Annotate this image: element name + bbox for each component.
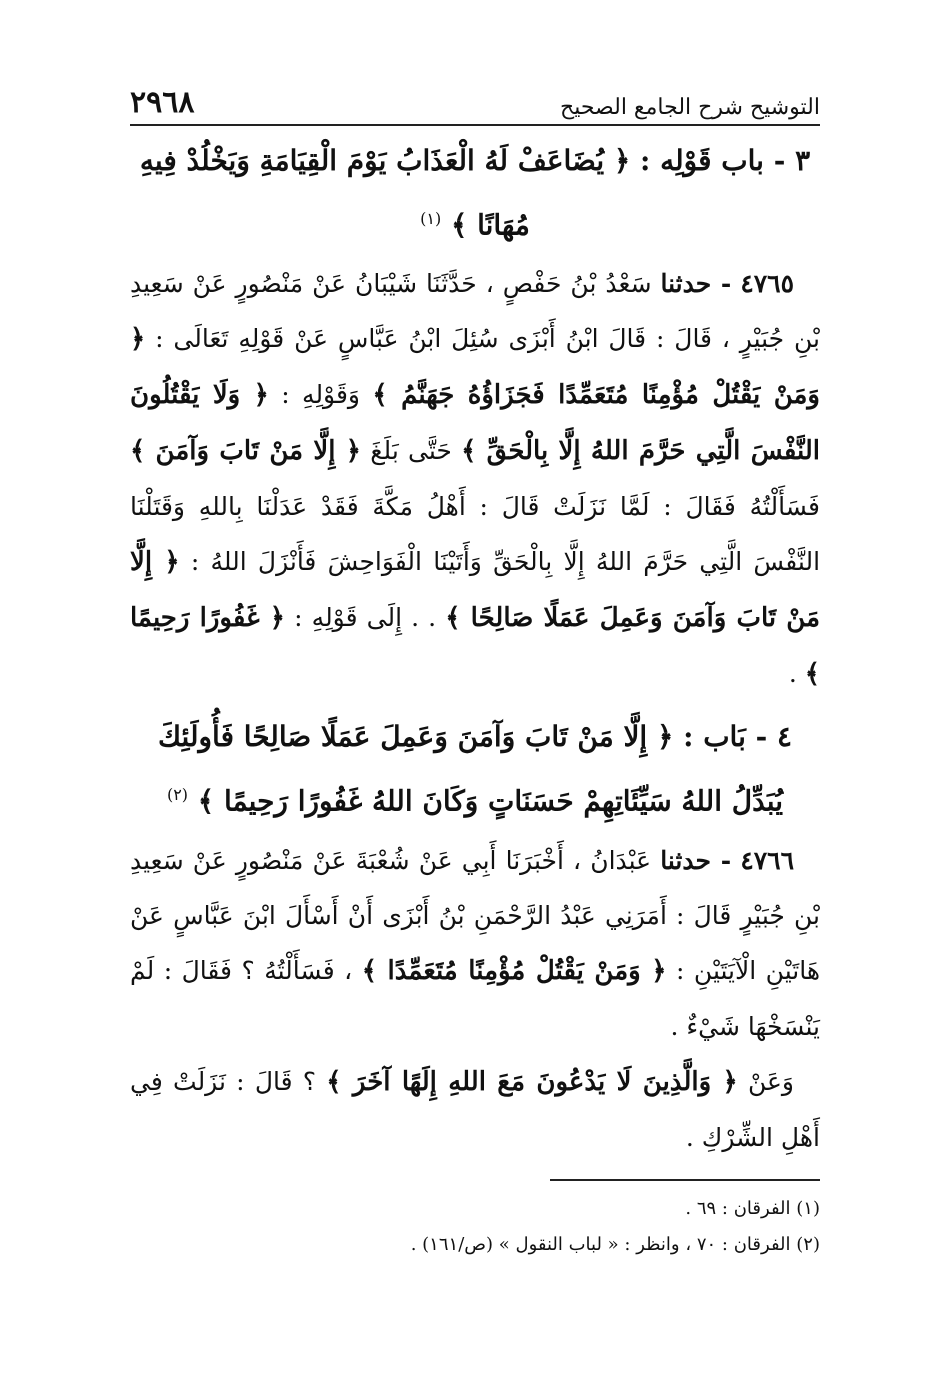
page-header	[130, 80, 820, 126]
hadith-4765	[130, 256, 820, 702]
quran-verse: ﴿ إِلَّا مَنْ تَابَ وَآمَنَ ﴾	[130, 436, 361, 467]
hadith-lead: - حدثنا	[660, 845, 732, 875]
hadith-text: عَبْدَانُ ، أَخْبَرَنَا أَبِي عَنْ شُعْبَةَ عَنْ مَنْصُورٍ عَنْ سَعِيدِ بْنِ جُبَيْرٍ قَالَ : أَمَرَنِي عَبْدُ الرَّحْمَنِ بْنُ أَبْزَى أَنْ أَسْأَلَ ابْنَ عَبَّاسٍ عَنْ هَاتَيْنِ الْآيَتَيْنِ :	[130, 845, 820, 985]
paragraph-3	[130, 1054, 820, 1165]
hadith-4766	[130, 833, 820, 1054]
hadith-text: ، فَسَأَلْتُهُ ؟ فَقَالَ : لَمْ يَنْسَخْهَا شَيْءٌ .	[130, 955, 820, 1041]
footnotes	[130, 1191, 820, 1263]
hadith-text: فَسَأَلْتُهُ فَقَالَ : لَمَّا نَزَلَتْ قَالَ : أَهْلُ مَكَّةَ فَقَدْ عَدَلْنَا بِاللهِ وَقَتَلْنَا النَّفْسَ الَّتِي حَرَّمَ اللهُ إِلَّا بِالْحَقِّ وَأَتَيْنَا الْفَوَاحِشَ فَأَنْزَلَ اللهُ :	[130, 492, 821, 577]
quran-verse: ﴿ إِلَّا مَنْ تَابَ وَآمَنَ وَعَمِلَ عَمَلًا صَالِحًا ﴾	[130, 547, 821, 634]
running-title: التوشيح شرح الجامع الصحيح	[560, 95, 820, 120]
quran-verse: ﴿ وَلَا يَقْتُلُونَ النَّفْسَ الَّتِي حَرَّمَ اللهُ إِلَّا بِالْحَقِّ ﴾	[130, 380, 821, 467]
hadith-text: .	[788, 659, 797, 689]
quran-verse: ﴿ وَمَنْ يَقْتُلْ مُؤْمِنًا مُتَعَمِّدًا ﴾	[361, 955, 667, 986]
footnote-ref-1: (١)	[420, 209, 442, 228]
hadith-number: ٤٧٦٥	[740, 269, 795, 299]
hadith-text: سَعْدُ بْنُ حَفْصٍ ، حَدَّثَنَا شَيْبَانُ عَنْ مَنْصُورٍ عَنْ سَعِيدِ بْنِ جُبَيْرٍ ، قَالَ : قَالَ ابْنُ أَبْزَى سُئِلَ ابْنُ عَبَّاسٍ عَنْ قَوْلِهِ تَعَالَى :	[130, 269, 820, 354]
hadith-text: وَقَوْلِهِ :	[281, 380, 361, 410]
footnote-2: (٢) الفرقان : ٧٠ ، وانظر : « لباب النقول » (ص/١٦١) .	[410, 1233, 820, 1255]
paragraph-text: وَعَنْ	[747, 1066, 794, 1096]
section-4-title: ٤ - بَاب : ﴿ إِلَّا مَنْ تَابَ وَآمَنَ وَعَمِلَ عَمَلًا صَالِحًا فَأُولَئِكَ يُبَدِّلُ اللهُ سَيِّئَاتِهِمْ حَسَنَاتٍ وَكَانَ اللهُ غَفُورًا رَحِيمًا ﴾	[157, 720, 793, 818]
section-4-heading	[130, 708, 820, 830]
quran-verse: ﴿ وَالَّذِينَ لَا يَدْعُونَ مَعَ اللهِ إِلَهًا آخَرَ ﴾	[326, 1066, 738, 1097]
paragraph-text: ؟ قَالَ : نَزَلَتْ فِي أَهْلِ الشِّرْكِ .	[130, 1066, 820, 1152]
section-3-title: ٣ - باب قَوْلِه : ﴿ يُضَاعَفْ لَهُ الْعَذَابُ يَوْمَ الْقِيَامَةِ وَيَخْلُدْ فِيهِ مُهَانًا ﴾	[139, 144, 811, 242]
hadith-lead: - حدثنا	[660, 269, 732, 299]
page-number: ٢٩٦٨	[130, 85, 195, 120]
hadith-number: ٤٧٦٦	[740, 845, 795, 875]
quran-verse: ﴿ وَمَنْ يَقْتُلْ مُؤْمِنًا مُتَعَمِّدًا فَجَزَاؤُهُ جَهَنَّمُ ﴾	[130, 324, 820, 411]
footnote-1: (١) الفرقان : ٦٩ .	[685, 1197, 820, 1219]
footnote-divider	[550, 1179, 820, 1181]
section-3-heading	[130, 132, 820, 254]
hadith-text: حَتَّى بَلَغَ	[370, 436, 452, 466]
book-page	[130, 80, 820, 1263]
hadith-text: . . إِلَى قَوْلِهِ :	[294, 603, 437, 633]
quran-verse: ﴿ غَفُورًا رَحِيمًا ﴾	[130, 603, 820, 690]
footnote-ref-2: (٢)	[166, 785, 189, 805]
